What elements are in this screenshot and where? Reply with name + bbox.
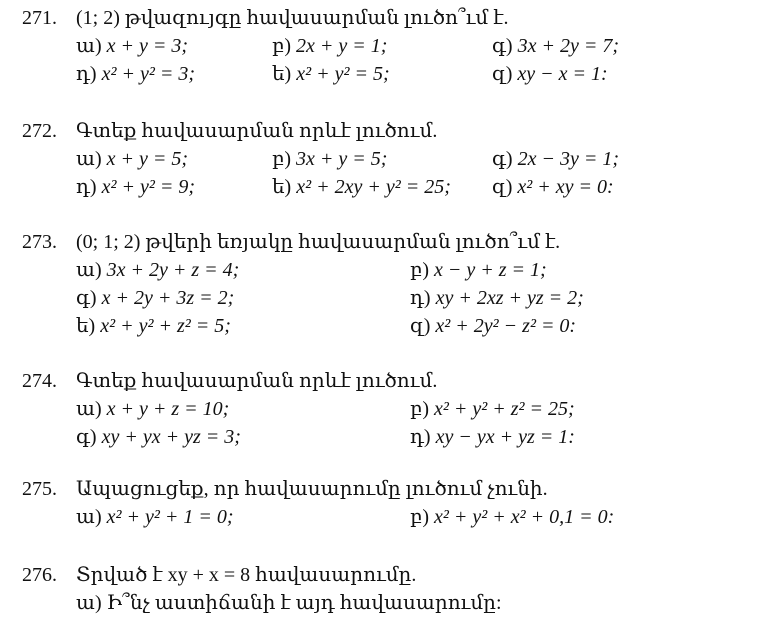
- option-label: ա): [76, 35, 102, 57]
- option-label: գ): [492, 35, 513, 57]
- option-label: բ): [410, 398, 430, 420]
- option-b: [410, 503, 614, 531]
- option-label: դ): [76, 63, 97, 85]
- option-label: ա): [76, 592, 102, 614]
- option-c: [492, 145, 619, 173]
- option-question: Ի՞նչ աստիճանի է այդ հավասարումը:: [106, 592, 502, 614]
- option-d: [76, 60, 195, 88]
- option-a: [76, 395, 229, 423]
- option-label: զ): [492, 176, 513, 198]
- option-b: [272, 32, 387, 60]
- option-label: գ): [492, 148, 513, 170]
- options-row: [22, 312, 752, 340]
- options-row: [22, 503, 752, 531]
- option-expression: x² + y² = 9;: [101, 176, 195, 198]
- option-label: ե): [272, 176, 292, 198]
- option-f: [492, 173, 614, 201]
- option-label: ե): [272, 63, 292, 85]
- problem-number: 275.: [22, 478, 57, 500]
- option-expression: x − y + z = 1;: [434, 259, 547, 281]
- option-label: զ): [410, 315, 431, 337]
- problem-number: 273.: [22, 231, 57, 253]
- problem-statement: (0; 1; 2) թվերի եռյակը հավասարման լուծո՞ւմ է.: [76, 231, 561, 253]
- problem-statement: Տրված է xy + x = 8 հավասարումը.: [76, 564, 417, 586]
- option-f: [410, 312, 576, 340]
- option-expression: 3x + 2y = 7;: [517, 35, 619, 57]
- option-f: [492, 60, 608, 88]
- options-row: [22, 173, 752, 201]
- option-a: [76, 503, 234, 531]
- option-expression: xy + yx + yz = 3;: [101, 426, 241, 448]
- problem-273: [22, 228, 752, 340]
- option-label: զ): [492, 63, 513, 85]
- options-row: [22, 256, 752, 284]
- option-expression: xy − yx + yz = 1:: [435, 426, 575, 448]
- problem-274: [22, 367, 752, 451]
- option-c: [76, 284, 234, 312]
- options-row: [22, 60, 752, 88]
- option-label: դ): [410, 426, 431, 448]
- problem-statement: (1; 2) թվազույգը հավասարման լուծո՞ւմ է.: [76, 7, 509, 29]
- option-e: [272, 60, 390, 88]
- problem-header: [22, 475, 752, 503]
- option-expression: x² + y² = 5;: [296, 63, 390, 85]
- option-expression: x + y = 5;: [106, 148, 189, 170]
- option-b: [410, 395, 575, 423]
- option-label: ա): [76, 506, 102, 528]
- problem-header: [22, 117, 752, 145]
- problem-statement: Ապացուցեք, որ հավասարումը լուծում չունի.: [76, 478, 548, 500]
- option-label: ա): [76, 259, 102, 281]
- option-expression: x² + y² + x² + 0,1 = 0:: [434, 506, 615, 528]
- option-expression: 2x + y = 1;: [296, 35, 388, 57]
- option-c: [492, 32, 619, 60]
- option-expression: x² + y² + 1 = 0;: [106, 506, 234, 528]
- option-a: [76, 32, 188, 60]
- problem-number: 276.: [22, 564, 57, 586]
- option-label: բ): [410, 259, 430, 281]
- option-a: [76, 145, 188, 173]
- option-label: բ): [272, 148, 292, 170]
- option-b: [272, 145, 387, 173]
- option-d: [76, 173, 195, 201]
- option-label: բ): [272, 35, 292, 57]
- option-label: դ): [76, 176, 97, 198]
- options-row: [22, 423, 752, 451]
- options-row: [22, 395, 752, 423]
- option-label: գ): [76, 426, 97, 448]
- option-d: [410, 284, 584, 312]
- option-label: ա): [76, 148, 102, 170]
- option-expression: x + 2y + 3z = 2;: [101, 287, 235, 309]
- problem-statement: Գտեք հավասարման որևէ լուծում.: [76, 370, 438, 392]
- option-label: բ): [410, 506, 430, 528]
- option-expression: x² + 2xy + y² = 25;: [296, 176, 451, 198]
- option-label: գ): [76, 287, 97, 309]
- option-label: ե): [76, 315, 96, 337]
- option-d: [410, 423, 575, 451]
- problem-275: [22, 475, 752, 531]
- option-expression: x² + y² + z² = 25;: [434, 398, 575, 420]
- option-expression: xy − x = 1:: [517, 63, 608, 85]
- option-e: [76, 312, 231, 340]
- option-expression: 3x + 2y + z = 4;: [106, 259, 240, 281]
- option-expression: 2x − 3y = 1;: [517, 148, 619, 170]
- options-row: [22, 284, 752, 312]
- option-e: [272, 173, 451, 201]
- options-row: [22, 145, 752, 173]
- problem-number: 274.: [22, 370, 57, 392]
- option-expression: x² + y² + z² = 5;: [100, 315, 231, 337]
- problem-header: [22, 228, 752, 256]
- option-expression: x + y = 3;: [106, 35, 189, 57]
- option-label: դ): [410, 287, 431, 309]
- option-expression: xy + 2xz + yz = 2;: [435, 287, 584, 309]
- problem-271: [22, 4, 752, 88]
- option-expression: 3x + y = 5;: [296, 148, 388, 170]
- option-a: [76, 589, 502, 617]
- option-c: [76, 423, 241, 451]
- problem-header: [22, 367, 752, 395]
- problem-276: [22, 561, 752, 617]
- problem-header: [22, 561, 752, 589]
- problem-number: 272.: [22, 120, 57, 142]
- problem-statement: Գտեք հավասարման որևէ լուծում.: [76, 120, 438, 142]
- problem-272: [22, 117, 752, 201]
- option-expression: x + y + z = 10;: [106, 398, 230, 420]
- option-expression: x² + 2y² − z² = 0:: [435, 315, 577, 337]
- option-b: [410, 256, 547, 284]
- problem-number: 271.: [22, 7, 57, 29]
- problem-header: [22, 4, 752, 32]
- option-a: [76, 256, 239, 284]
- option-expression: x² + y² = 3;: [101, 63, 195, 85]
- option-label: ա): [76, 398, 102, 420]
- option-expression: x² + xy = 0:: [517, 176, 614, 198]
- options-row: [22, 32, 752, 60]
- options-row: [22, 589, 752, 617]
